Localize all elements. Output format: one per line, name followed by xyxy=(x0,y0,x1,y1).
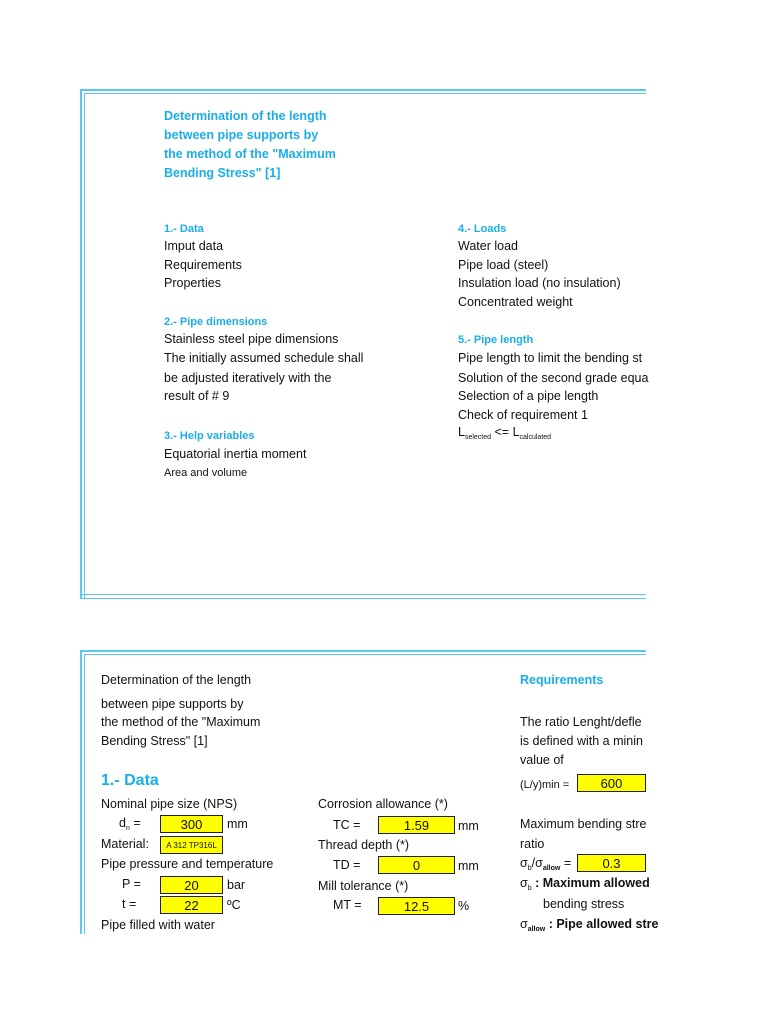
index-heading-pipe-dimensions[interactable]: 2.- Pipe dimensions xyxy=(164,316,268,328)
data-title-line-4: Bending Stress" [1] xyxy=(101,734,208,748)
temperature-label: t = xyxy=(122,897,137,911)
data-title-line-2: between pipe supports by xyxy=(101,697,244,711)
index-item: Solution of the second grade equa xyxy=(458,371,649,385)
index-heading-loads[interactable]: 4.- Loads xyxy=(458,223,507,235)
ratio-text: The ratio Lenght/defle xyxy=(520,715,642,729)
sigma-b-definition-cont: bending stress xyxy=(543,897,625,911)
index-item: Selection of a pipe length xyxy=(458,389,599,403)
index-heading-pipe-length[interactable]: 5.- Pipe length xyxy=(458,334,534,346)
index-title-line-4: Bending Stress" [1] xyxy=(164,166,281,180)
ratio-text: is defined with a minin xyxy=(520,734,643,748)
water-label: Pipe filled with water xyxy=(101,918,215,932)
index-item: Stainless steel pipe dimensions xyxy=(164,332,339,346)
index-title-line-2: between pipe supports by xyxy=(164,128,319,142)
index-item: Pipe length to limit the bending st xyxy=(458,351,643,365)
pressure-input[interactable]: 20 xyxy=(160,876,223,894)
ly-input[interactable]: 600 xyxy=(577,774,646,792)
mt-input[interactable]: 12.5 xyxy=(378,897,455,915)
index-title-line-1: Determination of the length xyxy=(164,109,327,123)
ly-label: (L/y)min = xyxy=(520,779,570,791)
tc-label: TC = xyxy=(333,818,361,832)
data-section-heading: 1.- Data xyxy=(101,772,159,789)
pressure-label: P = xyxy=(122,877,141,891)
data-title-line-3: the method of the "Maximum xyxy=(101,715,261,729)
sigma-b-definition: $\sigma_b$ : Maximum allowed xyxy=(520,876,650,892)
pressure-unit: bar xyxy=(227,878,246,892)
td-unit: mm xyxy=(458,859,479,873)
index-item: Properties xyxy=(164,276,221,290)
bending-stress-text: ratio xyxy=(520,837,545,851)
dn-label: $d_n$ = xyxy=(119,816,141,832)
index-item: be adjusted iteratively with the xyxy=(164,371,332,385)
bending-stress-text: Maximum bending stre xyxy=(520,817,647,831)
ratio-text: value of xyxy=(520,753,564,767)
length-check-expression: $L_{selected} <= L_{calculated}$ xyxy=(458,425,552,441)
sigma-ratio-label: $\sigma_b/\sigma_{allow}$ = xyxy=(520,856,572,872)
tc-unit: mm xyxy=(458,819,479,833)
requirements-heading: Requirements xyxy=(520,673,604,687)
mill-label: Mill tolerance (*) xyxy=(318,879,409,893)
thread-label: Thread depth (*) xyxy=(318,838,410,852)
tc-input[interactable]: 1.59 xyxy=(378,816,455,834)
material-input[interactable]: A 312 TP316L xyxy=(160,836,223,854)
index-item: The initially assumed schedule shall xyxy=(164,351,364,365)
td-label: TD = xyxy=(333,858,361,872)
index-item: Requirements xyxy=(164,258,242,272)
pressure-temperature-label: Pipe pressure and temperature xyxy=(101,857,274,871)
material-label: Material: xyxy=(101,837,149,851)
td-input[interactable]: 0 xyxy=(378,856,455,874)
index-item: Pipe load (steel) xyxy=(458,258,549,272)
data-title-line-1: Determination of the length xyxy=(101,673,252,687)
corrosion-label: Corrosion allowance (*) xyxy=(318,797,448,811)
sigma-allow-definition: $\sigma_{allow}$ : Pipe allowed stre xyxy=(520,917,659,933)
index-item: Insulation load (no insulation) xyxy=(458,276,621,290)
index-item: result of # 9 xyxy=(164,389,230,403)
index-item: Concentrated weight xyxy=(458,295,573,309)
index-item: Imput data xyxy=(164,239,224,253)
temperature-input[interactable]: 22 xyxy=(160,896,223,914)
temperature-unit: ºC xyxy=(227,898,241,912)
dn-input[interactable]: 300 xyxy=(160,815,223,833)
dn-unit: mm xyxy=(227,817,248,831)
mt-label: MT = xyxy=(333,898,362,912)
index-item: Area and volume xyxy=(164,467,248,479)
index-item: Check of requirement 1 xyxy=(458,408,588,422)
index-heading-data[interactable]: 1.- Data xyxy=(164,223,204,235)
nps-label: Nominal pipe size (NPS) xyxy=(101,797,238,811)
index-item: Water load xyxy=(458,239,518,253)
index-heading-help-variables[interactable]: 3.- Help variables xyxy=(164,430,255,442)
index-title-line-3: the method of the "Maximum xyxy=(164,147,336,161)
index-item: Equatorial inertia moment xyxy=(164,447,307,461)
sigma-ratio-input[interactable]: 0.3 xyxy=(577,854,646,872)
mt-unit: % xyxy=(458,899,470,913)
